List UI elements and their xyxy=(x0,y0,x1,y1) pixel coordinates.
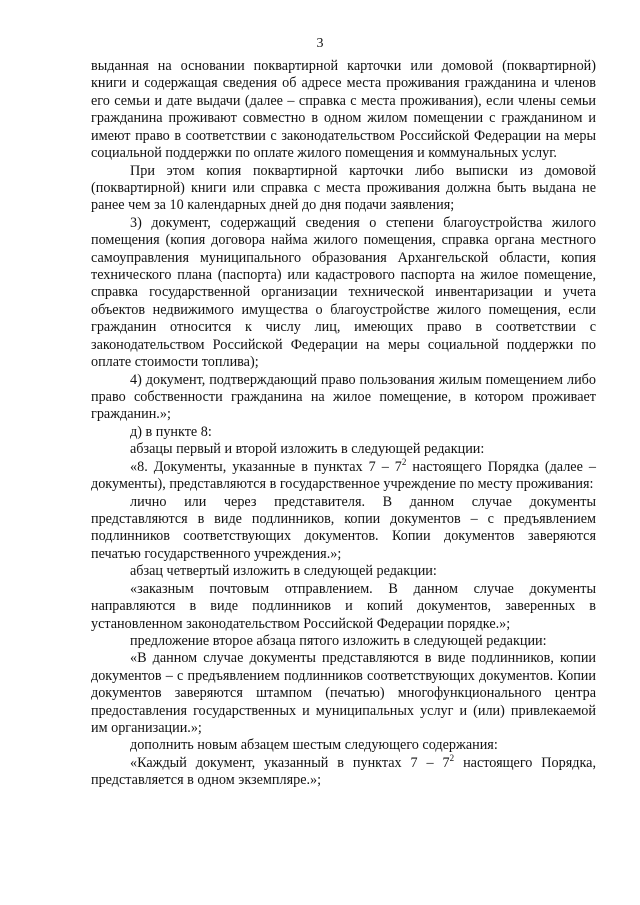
paragraph-p2 xyxy=(91,163,596,215)
paragraph-p10 xyxy=(91,581,596,633)
document-body xyxy=(91,58,596,790)
page-number: 3 xyxy=(316,36,324,51)
paragraph-text: лично или через представителя. В данном случае документы представляются в виде подлинников, копии документов – с предъявлением подлинников соответствующих документов. Копии документов заверяются печатью государственного учреждения.»; xyxy=(91,493,596,562)
paragraph-text: абзац четвертый изложить в следующей редакции: xyxy=(130,563,437,580)
paragraph-p3 xyxy=(91,215,596,372)
paragraph-text: предложение второе абзаца пятого изложить в следующей редакции: xyxy=(130,632,547,649)
paragraph-p5 xyxy=(91,424,596,441)
paragraph-p14 xyxy=(91,752,597,790)
paragraph-p12 xyxy=(91,650,596,737)
paragraph-text: выданная на основании поквартирной карточки или домовой (поквартирной) книги и содержащая сведения об адресе места проживания гражданина и членов его семьи и дате выдачи (далее – справка с места проживания), если члены семьи гражданина проживают совместно в одном жилом помещении с гражданином и имеют право в соответствии с законодательством Российской Федерации на меры социальной поддержки по оплате жилого помещения и коммунальных услуг. xyxy=(91,58,596,162)
paragraph-text: «заказным почтовым отправлением. В данном случае документы направляются в виде подлинников и копий документов, заверенных в установленном законодательством Российской Федерации порядке.»; xyxy=(91,580,596,632)
paragraph-text: 4) документ, подтверждающий право пользования жилым помещением либо право собственности гражданина на жилое помещение, в котором проживает гражданин.»; xyxy=(91,371,596,423)
paragraph-text: д) в пункте 8: xyxy=(130,423,212,440)
paragraph-text: дополнить новым абзацем шестым следующего содержания: xyxy=(130,737,498,754)
paragraph-p9 xyxy=(91,563,596,580)
paragraph-text: «В данном случае документы представляются в виде подлинников, копии документов – с предъявлением подлинников соответствующих документов. Копии документов заверяются штампом (печатью) многофункционального центра предоставления государственных и муниципальных услуг и (или) привлекаемой им организации.»; xyxy=(91,650,596,737)
paragraph-text: «8. Документы, указанные в пунктах 7 – 7 xyxy=(130,458,402,475)
paragraph-p8 xyxy=(91,494,596,564)
paragraph-text: настоящего Порядка, представляется в одном экземпляре.»; xyxy=(91,754,597,789)
paragraph-p13 xyxy=(91,737,596,754)
paragraph-text: абзацы первый и второй изложить в следующей редакции: xyxy=(130,441,485,458)
paragraph-p7 xyxy=(91,456,596,494)
paragraph-p11 xyxy=(91,633,596,650)
paragraph-text: 3) документ, содержащий сведения о степени благоустройства жилого помещения (копия договора найма жилого помещения, справка органа местного самоуправления муниципального образования Архангельской области, копия технического плана (паспорта) или кадастрового паспорта на жилое помещение, справка государственной организации технической инвентаризации и учета объектов недвижимого имущества о благоустройстве жилого помещения, если гражданин относится к числу лиц, имеющих право в соответствии с законодательством Российской Федерации на меры социальной поддержки по оплате стоимости топлива); xyxy=(91,214,596,371)
superscript: 2 xyxy=(401,456,407,467)
superscript: 2 xyxy=(449,752,455,763)
paragraph-p1 xyxy=(91,58,596,163)
paragraph-text: «Каждый документ, указанный в пунктах 7 – 7 xyxy=(130,754,450,771)
paragraph-p6 xyxy=(91,441,596,458)
paragraph-text: При этом копия поквартирной карточки либо выписки из домовой (поквартирной) книги или справка с места проживания должна быть выдана не ранее чем за 10 календарных дней до дня подачи заявления; xyxy=(91,162,596,214)
paragraph-p4 xyxy=(91,372,596,424)
paragraph-text: настоящего Порядка (далее – документы), представляются в государственное учреждение по месту проживания: xyxy=(91,458,596,493)
